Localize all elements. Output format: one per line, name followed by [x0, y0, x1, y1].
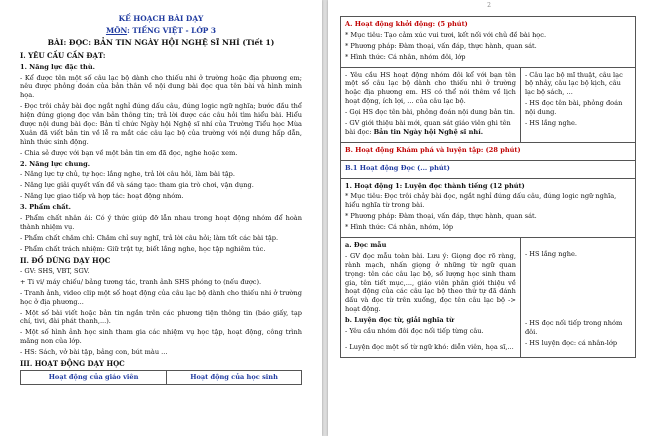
- activity-b1-title: B.1 Hoạt động Đọc (... phút): [345, 163, 450, 172]
- paragraph: - Năng lực tự chủ, tự học: lắng nghe, trả lời câu hỏi, làm bài tập.: [20, 170, 235, 179]
- table-row: [341, 142, 636, 160]
- teacher-step: [345, 119, 516, 137]
- table-row: [341, 67, 636, 142]
- lesson-name: Bản tin Ngày hội Nghệ sĩ nhí.: [373, 127, 483, 136]
- paragraph: + Ti vi/ máy chiếu/ bảng tương tác, tranh ảnh SHS phóng to (nếu được).: [20, 277, 262, 286]
- activity-1-title: 1. Hoạt động 1: Luyện đọc thành tiếng (12 phút): [345, 181, 525, 190]
- paragraph: - Chia sẻ được với bạn về một bản tin em đã đọc, nghe hoặc xem.: [20, 148, 238, 157]
- section-2-heading: II. ĐỒ DÙNG DẠY HỌC: [20, 255, 111, 265]
- subsection-a-heading: a. Đọc mẫu: [345, 241, 387, 250]
- activity-a-goal: * Mục tiêu: Tạo cảm xúc vui tươi, kết nối với chủ đề bài học.: [345, 30, 547, 39]
- section-1-1-heading: 1. Năng lực đặc thù.: [20, 62, 95, 71]
- section-1-3-heading: 3. Phẩm chất.: [20, 203, 71, 212]
- paragraph: - Đọc trôi chảy bài đọc ngắt nghỉ đúng dấu câu, đúng logic ngữ nghĩa; bước đầu thể hiện đúng giọng đọc văn bản thông tin; trả lời được các câu hỏi tìm hiểu bài. Hiểu được nội dung bài đọc: Bản tỉ chức Ngày hội Nghệ sĩ nhí của Trường Tiểu học Mùa Xuân đã viết bản tin về lễ ra mắt các câu lạc bộ của trường với nội dung hấp dẫn, hình thức sinh động.: [20, 102, 302, 146]
- subject-label: MÔN: [105, 25, 128, 35]
- plan-title: KẾ HOẠCH BÀI DẠY: [118, 14, 204, 23]
- paragraph: - Phẩm chất nhân ái: Có ý thức giúp đỡ lẫn nhau trong hoạt động nhóm để hoàn thành nhiệm vụ.: [20, 214, 302, 231]
- student-cell: [520, 67, 635, 142]
- paragraph: - GV: SHS, VBT, SGV.: [20, 267, 90, 276]
- activity-table-header: [20, 370, 302, 385]
- teacher-column-header: Hoạt động của giáo viên: [21, 371, 167, 385]
- paragraph: - Tranh ảnh, video clip một số hoạt động của câu lạc bộ dành cho thiếu nhi ở trường học ở địa phương...: [20, 288, 302, 306]
- teacher-step: - Yêu cầu HS hoạt động nhóm đôi kể với bạn tên một số câu lạc bộ dành cho thiếu nhi ở trường hoặc địa phương em. HS có thể nói thêm về lịch hoạt động, ích lợi, ... của câu lạc bộ.: [345, 70, 516, 106]
- page-2: [328, 0, 650, 436]
- activity-table: [340, 16, 636, 358]
- teacher-cell: [341, 67, 521, 142]
- table-row: [341, 160, 636, 178]
- page-number: 2: [487, 2, 491, 9]
- activity-1-method: * Phương pháp: Đàm thoại, vấn đáp, thực hành, quan sát.: [345, 212, 537, 221]
- paragraph: - Kể được tên một số câu lạc bộ dành cho thiếu nhi ở trường hoặc địa phương em; nêu được phỏng đoán của bản thân về nội dung bài đọc qua tên bài và hình minh họa.: [20, 73, 302, 100]
- student-step: - HS đọc tên bài, phỏng đoán nội dung.: [524, 99, 623, 117]
- paragraph: - Phẩm chất trách nhiệm: Giữ trật tự, biết lắng nghe, học tập nghiêm túc.: [20, 244, 266, 253]
- teacher-step: - GV đọc mẫu toàn bài. Lưu ý: Giọng đọc rõ ràng, rành mạch, nhấn giọng ở những từ ngữ quan trọng: tên các câu lạc bộ, số lượng học sinh tham gia, tên tiết mục,..., giáo viên phân giới thiệu về hoạt động của các câu lạc bộ theo thứ tự đã đánh dấu và đọc từ trên xuống, đọc tên câu lạc bộ -> hoạt động.: [345, 251, 516, 314]
- subject-value: : TIẾNG VIỆT - LỚP 3: [127, 25, 217, 35]
- student-step: - HS đọc nối tiếp trong nhóm đôi.: [524, 318, 623, 336]
- paragraph: - Phẩm chất chăm chỉ: Chăm chỉ suy nghĩ, trả lời câu hỏi; làm tốt các bài tập.: [20, 233, 279, 242]
- activity-a-header-cell: [341, 17, 636, 68]
- paragraph: - Năng lực giải quyết vấn đề và sáng tạo: tham gia trò chơi, vận dụng.: [20, 181, 254, 190]
- teacher-cell: [341, 238, 521, 358]
- activity-1-goal: * Mục tiêu: Đọc trôi chảy bài đọc, ngắt nghỉ đúng dấu câu, đúng logic ngữ nghĩa, hiểu nghĩa từ trong bài.: [345, 192, 617, 210]
- teacher-step-text: - GV giới thiệu bài mới, quan sát giáo viên ghi tên bài đọc:: [345, 119, 511, 136]
- paragraph: - HS: Sách, vở bài tập, bảng con, bút màu ...: [20, 348, 168, 357]
- teacher-step: - Gọi HS đọc tên bài, phỏng đoán nội dung bản tin.: [345, 108, 515, 117]
- activity-a-title: A. Hoạt động khởi động: (5 phút): [345, 20, 468, 28]
- activity-a-method: * Phương pháp: Đàm thoại, vấn đáp, thực hành, quan sát.: [345, 41, 537, 50]
- activity-b1-header-cell: [341, 160, 636, 178]
- subsection-b-heading: b. Luyện đọc từ, giải nghĩa từ: [345, 316, 454, 325]
- page-2-content: [340, 16, 636, 358]
- lesson-title: BÀI: ĐỌC: BẢN TIN NGÀY HỘI NGHỆ SĨ NHÍ (Tiết 1): [47, 37, 275, 47]
- activity-1-form: * Hình thức: Cá nhân, nhóm, lớp: [345, 223, 454, 232]
- paragraph: - Một số bài viết hoặc bản tin ngắn trên các phương tiện thông tin (báo giấy, tạp chí, tivi, đài phát thanh,...).: [20, 308, 302, 326]
- teacher-step: - Luyện đọc một số từ ngữ khó: diễn viên, họa sĩ,...: [345, 342, 514, 351]
- activity-1-header-cell: [341, 178, 636, 237]
- section-3-heading: III. HOẠT ĐỘNG DẠY HỌC: [20, 359, 125, 369]
- student-step: - HS luyện đọc: cá nhân-lớp: [524, 338, 618, 347]
- section-1-2-heading: 2. Năng lực chung.: [20, 159, 91, 168]
- paragraph: - Một số hình ảnh học sinh tham gia các nhiệm vụ học tập, hoạt động, công trình măng non của lớp.: [20, 328, 302, 346]
- activity-b-header-cell: [341, 142, 636, 160]
- teacher-step: - Yêu cầu nhóm đôi đọc nối tiếp từng câu.: [345, 327, 484, 336]
- student-step: - HS lắng nghe.: [524, 119, 577, 128]
- subject-line: [20, 26, 302, 36]
- page-1-content: [20, 14, 302, 385]
- table-row: [341, 178, 636, 237]
- student-step: - Câu lạc bộ mĩ thuật, câu lạc bộ nhảy, câu lạc bộ kịch, câu lạc bộ sách, ...: [524, 70, 623, 97]
- student-cell: [520, 238, 635, 358]
- page-1: [0, 0, 322, 436]
- section-1-heading: I. YÊU CẦU CẦN ĐẠT:: [20, 51, 106, 61]
- activity-a-form: * Hình thức: Cá nhân, nhóm đôi, lớp: [345, 52, 466, 61]
- table-row: [341, 17, 636, 68]
- student-step: - HS lắng nghe.: [524, 250, 577, 259]
- student-column-header: Hoạt động của học sinh: [167, 371, 302, 385]
- paragraph: - Năng lực giao tiếp và hợp tác: hoạt động nhóm.: [20, 192, 184, 201]
- activity-b-title: B. Hoạt động Khám phá và luyện tập: (28 phút): [345, 145, 521, 154]
- table-row: [341, 238, 636, 358]
